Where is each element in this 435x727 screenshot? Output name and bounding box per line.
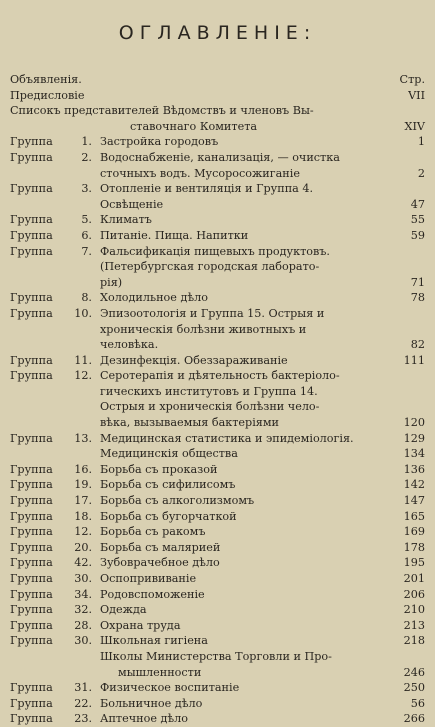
entry-title: Предисловіе (10, 88, 85, 102)
entry-title: Списокъ представителей Вѣдомствъ и членовъ Вы- (10, 104, 314, 118)
page-number: 266 (403, 712, 425, 726)
page-number: 56 (410, 696, 425, 710)
group-word: Группа (10, 244, 53, 258)
page-number: 59 (410, 228, 425, 242)
page-title: ОГЛАВЛЕНІЕ: (118, 22, 317, 44)
table-of-contents (10, 72, 425, 727)
group-number: 30. (74, 572, 92, 585)
group-number: 19. (74, 478, 92, 492)
toc-entry (10, 181, 425, 197)
entry-title: ставочнаго Комитета (130, 119, 258, 133)
toc-entry (10, 259, 425, 275)
entry-title: Застройка городовъ (100, 135, 219, 149)
group-number: 18. (74, 509, 92, 523)
group-number: 17. (74, 494, 92, 508)
page-number: 82 (410, 338, 425, 352)
page-number: 111 (403, 353, 425, 367)
entry-title: Эпизоотологія и Группа 15. Острыя и (100, 306, 325, 320)
page-number: VII (408, 88, 425, 102)
group-number: 12. (74, 369, 92, 383)
toc-entry (10, 555, 425, 571)
group-number: 42. (74, 556, 92, 570)
toc-entry (10, 509, 425, 525)
toc-entry (10, 88, 425, 104)
toc-entry (10, 103, 425, 119)
entry-title: Холодильное дѣло (100, 291, 208, 305)
page-number: 169 (403, 525, 425, 539)
page-number: 142 (403, 478, 425, 492)
group-number: 13. (74, 431, 92, 445)
group-number: 16. (74, 462, 92, 476)
group-word: Группа (10, 353, 53, 367)
group-number: 12. (74, 525, 92, 539)
toc-entry (10, 228, 425, 244)
toc-entry (10, 384, 425, 400)
group-word: Группа (10, 369, 53, 383)
entry-title: Борьба съ ракомъ (100, 525, 206, 539)
page-number: Стр. (399, 73, 425, 86)
entry-title: Острыя и хроническія болѣзни чело- (100, 400, 320, 414)
page-number: 120 (403, 416, 425, 430)
page-number: 71 (410, 275, 425, 289)
page-number: 206 (403, 587, 425, 601)
group-number: 11. (74, 353, 92, 367)
toc-entry (10, 540, 425, 556)
toc-entry (10, 446, 425, 462)
group-number: 28. (74, 618, 92, 632)
group-word: Группа (10, 681, 53, 695)
toc-entry (10, 399, 425, 415)
toc-entry (10, 119, 425, 135)
page-number: 218 (403, 634, 425, 648)
group-word: Группа (10, 618, 53, 632)
toc-entry (10, 166, 425, 182)
page-number: 213 (403, 618, 425, 632)
toc-entry (10, 571, 425, 587)
group-word: Группа (10, 603, 53, 617)
group-word: Группа (10, 572, 53, 585)
group-word: Группа (10, 478, 53, 492)
group-number: 22. (74, 696, 92, 710)
group-word: Группа (10, 587, 53, 601)
group-number: 1. (81, 135, 92, 149)
entry-title: мышленности (118, 665, 202, 679)
entry-title: рія) (100, 275, 123, 289)
page-number: 178 (403, 540, 425, 554)
page-number: 129 (403, 431, 425, 445)
toc-entry (10, 649, 425, 665)
entry-title: Оспопрививаніе (100, 572, 197, 585)
group-word: Группа (10, 540, 53, 554)
toc-entry (10, 633, 425, 649)
group-number: 32. (74, 603, 92, 617)
group-word: Группа (10, 431, 53, 445)
page-number: 165 (403, 509, 425, 523)
entry-title: Медицинская статистика и эпидеміологія. (100, 431, 354, 445)
page-number: 47 (410, 197, 425, 211)
entry-title: Борьба съ бугорчаткой (100, 509, 237, 523)
entry-title: Школьная гигіена (100, 634, 208, 648)
toc-entry (10, 322, 425, 338)
group-number: 34. (74, 587, 92, 601)
toc-entry (10, 134, 425, 150)
entry-title: Охрана труда (100, 618, 181, 632)
group-word: Группа (10, 525, 53, 539)
entry-title: Дезинфекція. Обеззараживаніе (100, 353, 288, 367)
group-word: Группа (10, 634, 53, 648)
entry-title: Борьба съ малярией (100, 540, 221, 554)
entry-title: Физическое воспитаніе (100, 681, 240, 695)
group-number: 6. (81, 228, 92, 242)
page-number: 55 (410, 213, 425, 227)
entry-title: Серотерапія и дѣятельность бактеріоло- (100, 369, 340, 383)
entry-title: Питаніе. Пища. Напитки (100, 228, 249, 242)
group-word: Группа (10, 462, 53, 476)
group-word: Группа (10, 213, 53, 227)
entry-title: гическихъ институтовъ и Группа 14. (100, 384, 318, 398)
entry-title: Борьба съ сифилисомъ (100, 478, 236, 492)
toc-entry (10, 477, 425, 493)
page-number: 246 (403, 665, 425, 679)
toc-entry (10, 337, 425, 353)
toc-entry (10, 493, 425, 509)
entry-title: Больничное дѣло (100, 696, 203, 710)
entry-title: Школы Министерства Торговли и Про- (100, 649, 332, 663)
group-word: Группа (10, 494, 53, 508)
entry-title: Аптечное дѣло (100, 712, 188, 726)
page-number: 250 (403, 681, 425, 695)
toc-entry (10, 602, 425, 618)
toc-entry (10, 524, 425, 540)
toc-entry (10, 290, 425, 306)
group-word: Группа (10, 556, 53, 570)
entry-title: Зубоврачебное дѣло (100, 556, 220, 570)
group-number: 8. (81, 291, 92, 305)
toc-entry (10, 680, 425, 696)
toc-entry (10, 150, 425, 166)
entry-title: вѣка, вызываемыя бактеріями (100, 416, 279, 430)
page-number: 1 (417, 135, 425, 149)
page-number: 2 (417, 166, 425, 180)
entry-title: Одежда (100, 603, 147, 617)
page-number: 147 (403, 494, 425, 508)
entry-title: Борьба съ проказой (100, 462, 218, 476)
toc-entry (10, 665, 425, 681)
group-number: 10. (74, 306, 92, 320)
entry-title: Климатъ (100, 213, 152, 227)
toc-entry (10, 306, 425, 322)
toc-entry (10, 618, 425, 634)
toc-entry (10, 368, 425, 384)
group-number: 20. (74, 540, 92, 554)
entry-title: человѣка. (100, 338, 159, 352)
entry-title: Водоснабженіе, канализація, — очистка (100, 150, 340, 164)
group-word: Группа (10, 509, 53, 523)
group-number: 23. (74, 712, 92, 726)
entry-title: Фальсификація пищевыхъ продуктовъ. (100, 244, 330, 258)
entry-title: хроническія болѣзни животныхъ и (100, 322, 307, 336)
page-number: 134 (403, 447, 425, 461)
toc-entry (10, 587, 425, 603)
toc-entry (10, 696, 425, 712)
entry-title: Освѣщеніе (100, 197, 164, 211)
entry-title: Родовспоможеніе (100, 587, 205, 601)
toc-entry (10, 212, 425, 228)
page-number: 201 (403, 572, 425, 585)
group-word: Группа (10, 228, 53, 242)
entry-title: Борьба съ алкоголизмомъ (100, 494, 255, 508)
page-number: 78 (410, 291, 425, 305)
group-number: 3. (81, 182, 92, 196)
toc-entry (10, 275, 425, 291)
toc-entry (10, 244, 425, 260)
group-word: Группа (10, 696, 53, 710)
page-number: 210 (403, 603, 425, 617)
toc-entry (10, 711, 425, 727)
group-number: 30. (74, 634, 92, 648)
toc-entry (10, 72, 425, 88)
toc-entry (10, 353, 425, 369)
entry-title: Отопленіе и вентиляція и Группа 4. (100, 182, 314, 196)
group-number: 5. (81, 213, 92, 227)
group-word: Группа (10, 182, 53, 196)
group-number: 7. (81, 244, 92, 258)
toc-entry (10, 431, 425, 447)
group-number: 2. (81, 150, 92, 164)
toc-entry (10, 462, 425, 478)
entry-title: Медицинскія общества (100, 447, 238, 461)
group-number: 31. (74, 681, 92, 695)
group-word: Группа (10, 150, 53, 164)
entry-title: Объявленія. (10, 73, 82, 86)
group-word: Группа (10, 135, 53, 149)
group-word: Группа (10, 712, 53, 726)
entry-title: (Петербургская городская лаборато- (100, 260, 320, 274)
page-number: 195 (403, 556, 425, 570)
toc-entry (10, 197, 425, 213)
group-word: Группа (10, 306, 53, 320)
page-number: 136 (403, 462, 425, 476)
toc-entry (10, 415, 425, 431)
group-word: Группа (10, 291, 53, 305)
page-number: XIV (404, 119, 425, 133)
entry-title: сточныхъ водъ. Мусоросожиганіе (100, 166, 300, 180)
